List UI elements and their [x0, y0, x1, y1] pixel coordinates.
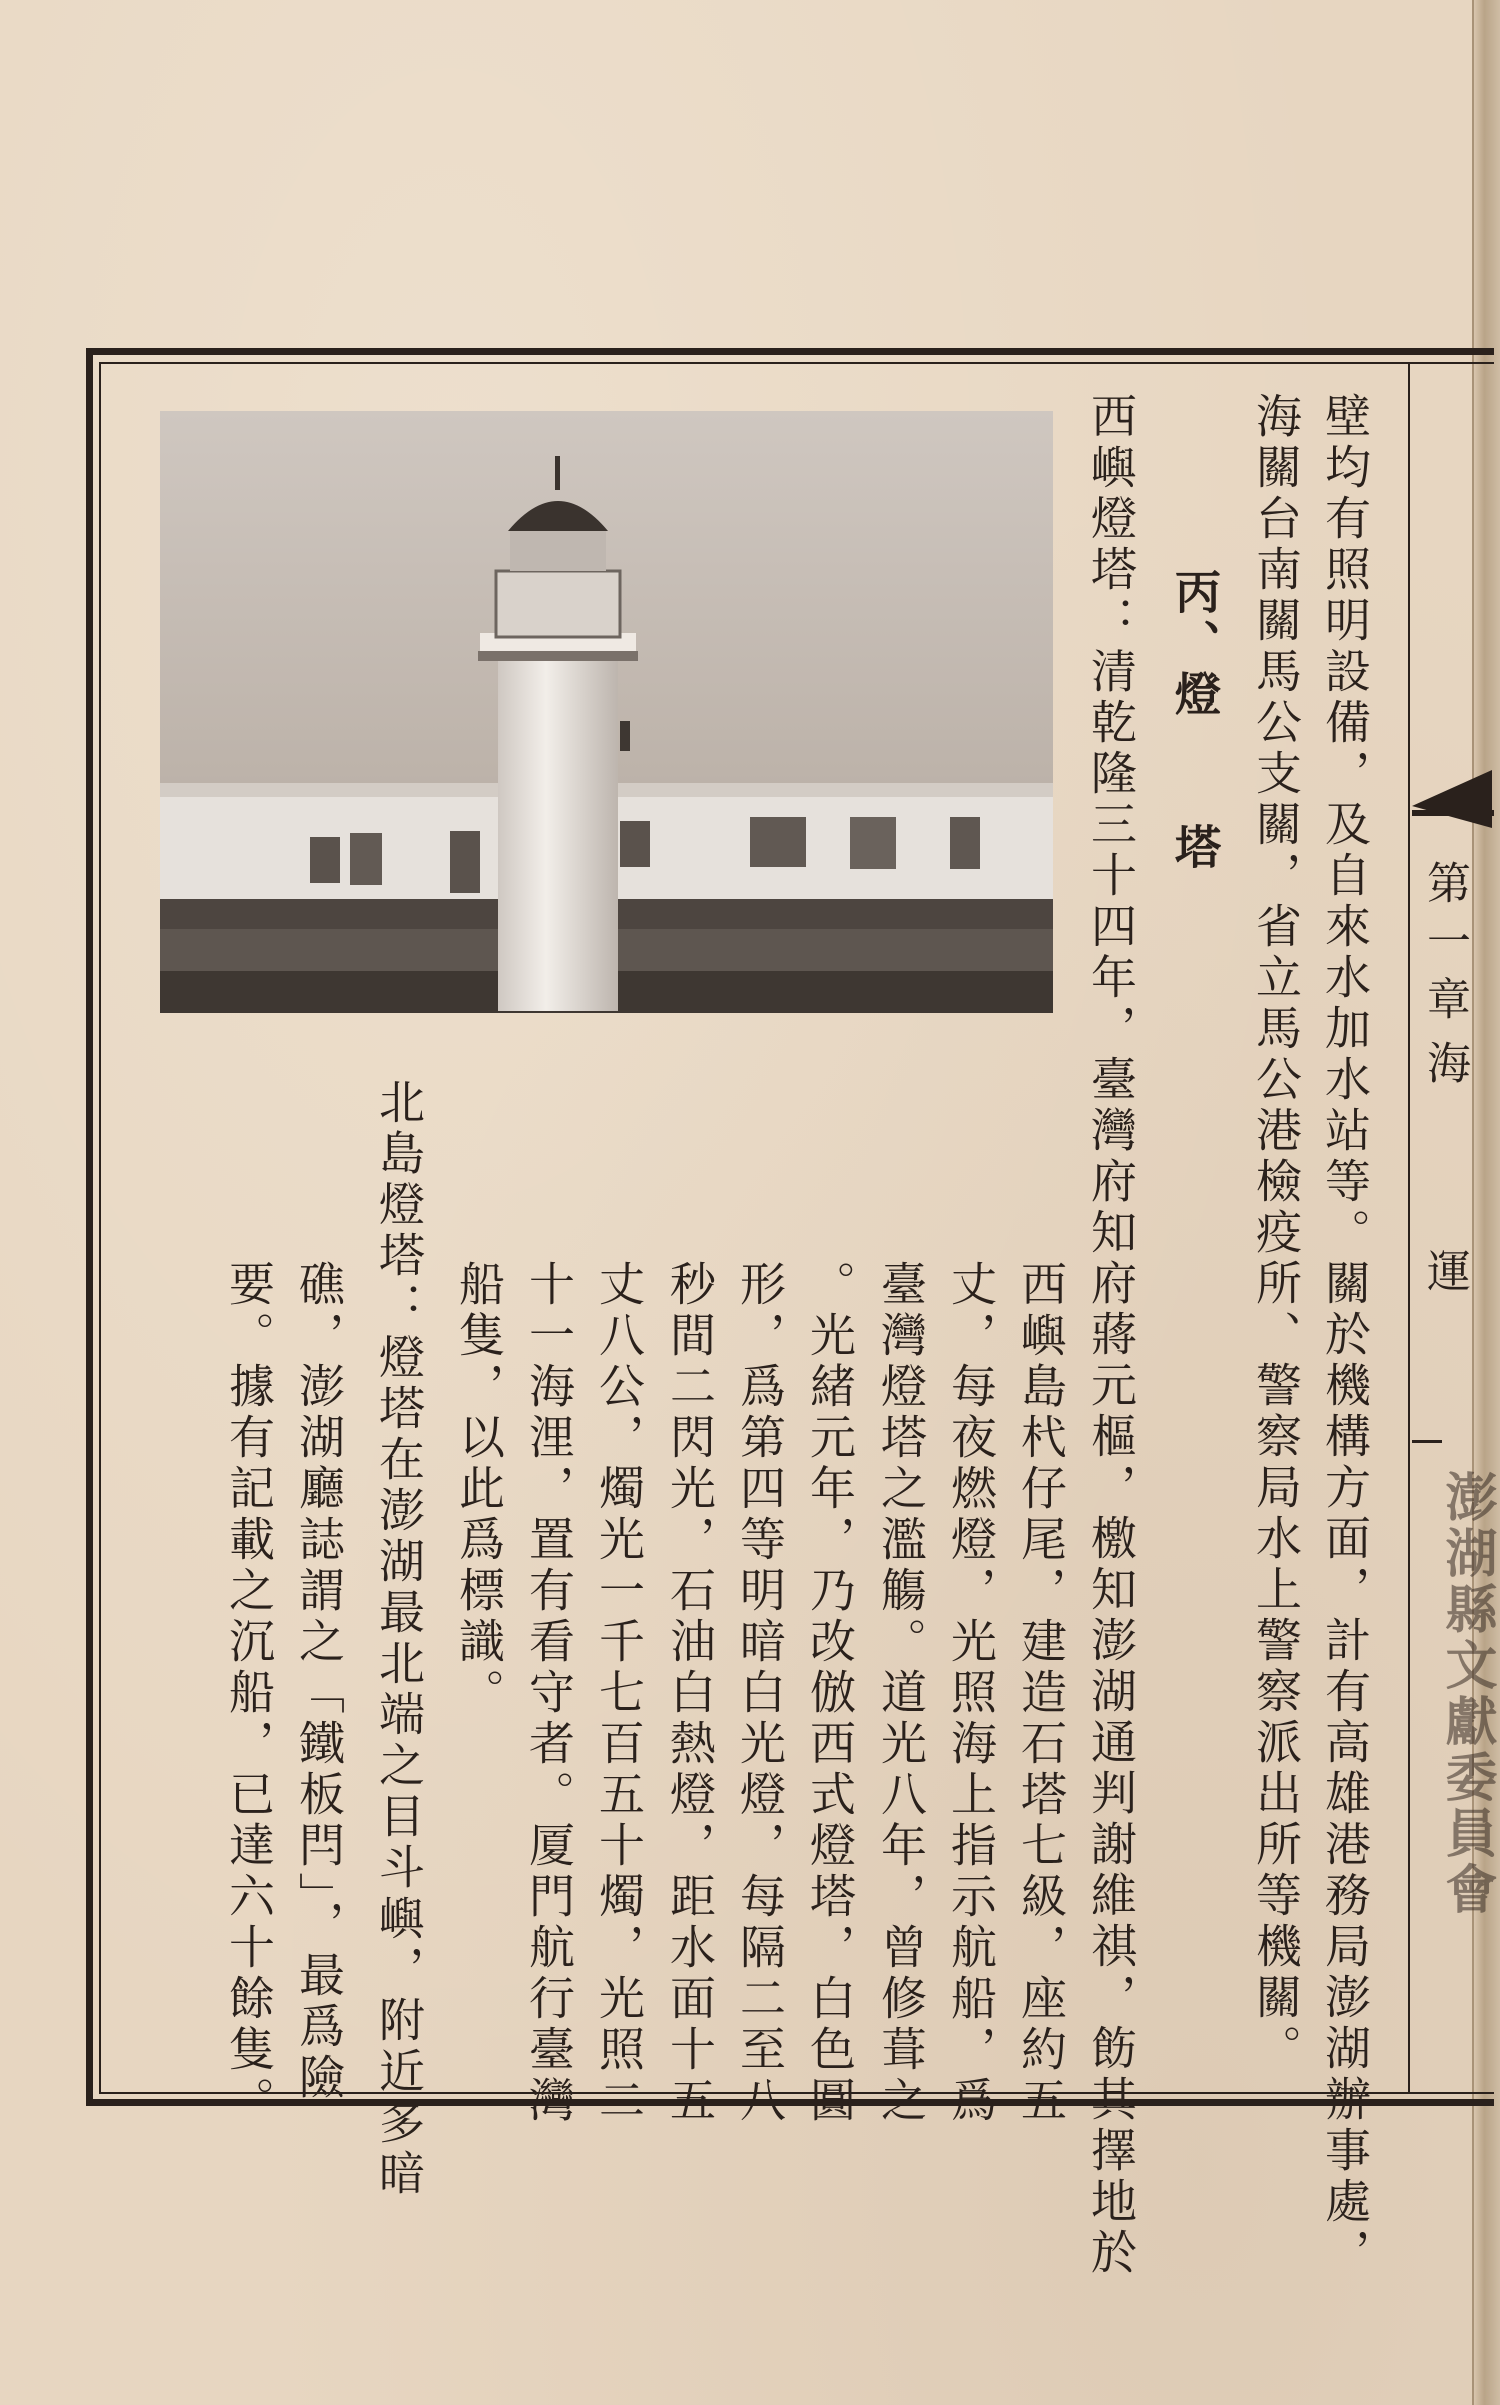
library-stamp: 澎湖縣文獻委員會: [1436, 1470, 1497, 1918]
text-column-4: 西嶼燈塔：清乾隆三十四年，臺灣府知府蔣元樞，檄知澎湖通判謝維祺，飭其擇地於: [1084, 392, 1138, 2279]
lighthouse-photo-image: [160, 411, 1053, 1013]
text-column-13: 船隻，以此爲標識。: [452, 1260, 506, 1719]
lighthouse-photo: [160, 411, 1053, 1013]
text-column-14: 北島燈塔：燈塔在澎湖最北端之目斗嶼，附近多暗: [372, 1078, 426, 2200]
text-column-15: 礁，澎湖廳誌謂之「鐵板閂」，最爲險: [292, 1260, 346, 2104]
text-column-1: 壁均有照明設備，及自來水加水站等。關於機構方面，計有高雄港務局澎湖辦事處，: [1318, 392, 1372, 2279]
chapter-label: 第一章: [1419, 860, 1470, 1034]
section-label: 海 運: [1419, 1040, 1470, 1352]
running-head-bar: [1412, 810, 1494, 816]
text-column-6: 丈，每夜燃燈，光照海上指示航船，爲: [944, 1260, 998, 2127]
text-column-12: 十一海浬，置有看守者。厦門航行臺灣: [522, 1260, 576, 2127]
text-column-16: 要。據有記載之沉船，已達六十餘隻。: [222, 1260, 276, 2127]
text-column-11: 丈八公，燭光一千七百五十燭，光照二: [592, 1260, 646, 2127]
stamp-rule: [1412, 1440, 1442, 1443]
running-head-wedge: [1412, 770, 1492, 828]
text-column-10: 秒間二閃光，石油白熱燈，距水面十五: [663, 1260, 717, 2127]
text-column-5: 西嶼島杙仔尾，建造石塔七級，座約五: [1014, 1260, 1068, 2127]
running-head-rule: [1408, 362, 1410, 2094]
text-column-8: 。光緒元年，乃改倣西式燈塔，白色圓: [803, 1260, 857, 2127]
text-column-7: 臺灣燈塔之濫觴。道光八年，曾修葺之: [874, 1260, 928, 2127]
text-column-9: 形，爲第四等明暗白光燈，每隔二至八: [733, 1260, 787, 2127]
section-heading: 丙、燈 塔: [1168, 568, 1222, 874]
text-column-2: 海關台南關馬公支關，省立馬公港檢疫所、警察局水上警察派出所等機關。: [1249, 392, 1303, 2075]
